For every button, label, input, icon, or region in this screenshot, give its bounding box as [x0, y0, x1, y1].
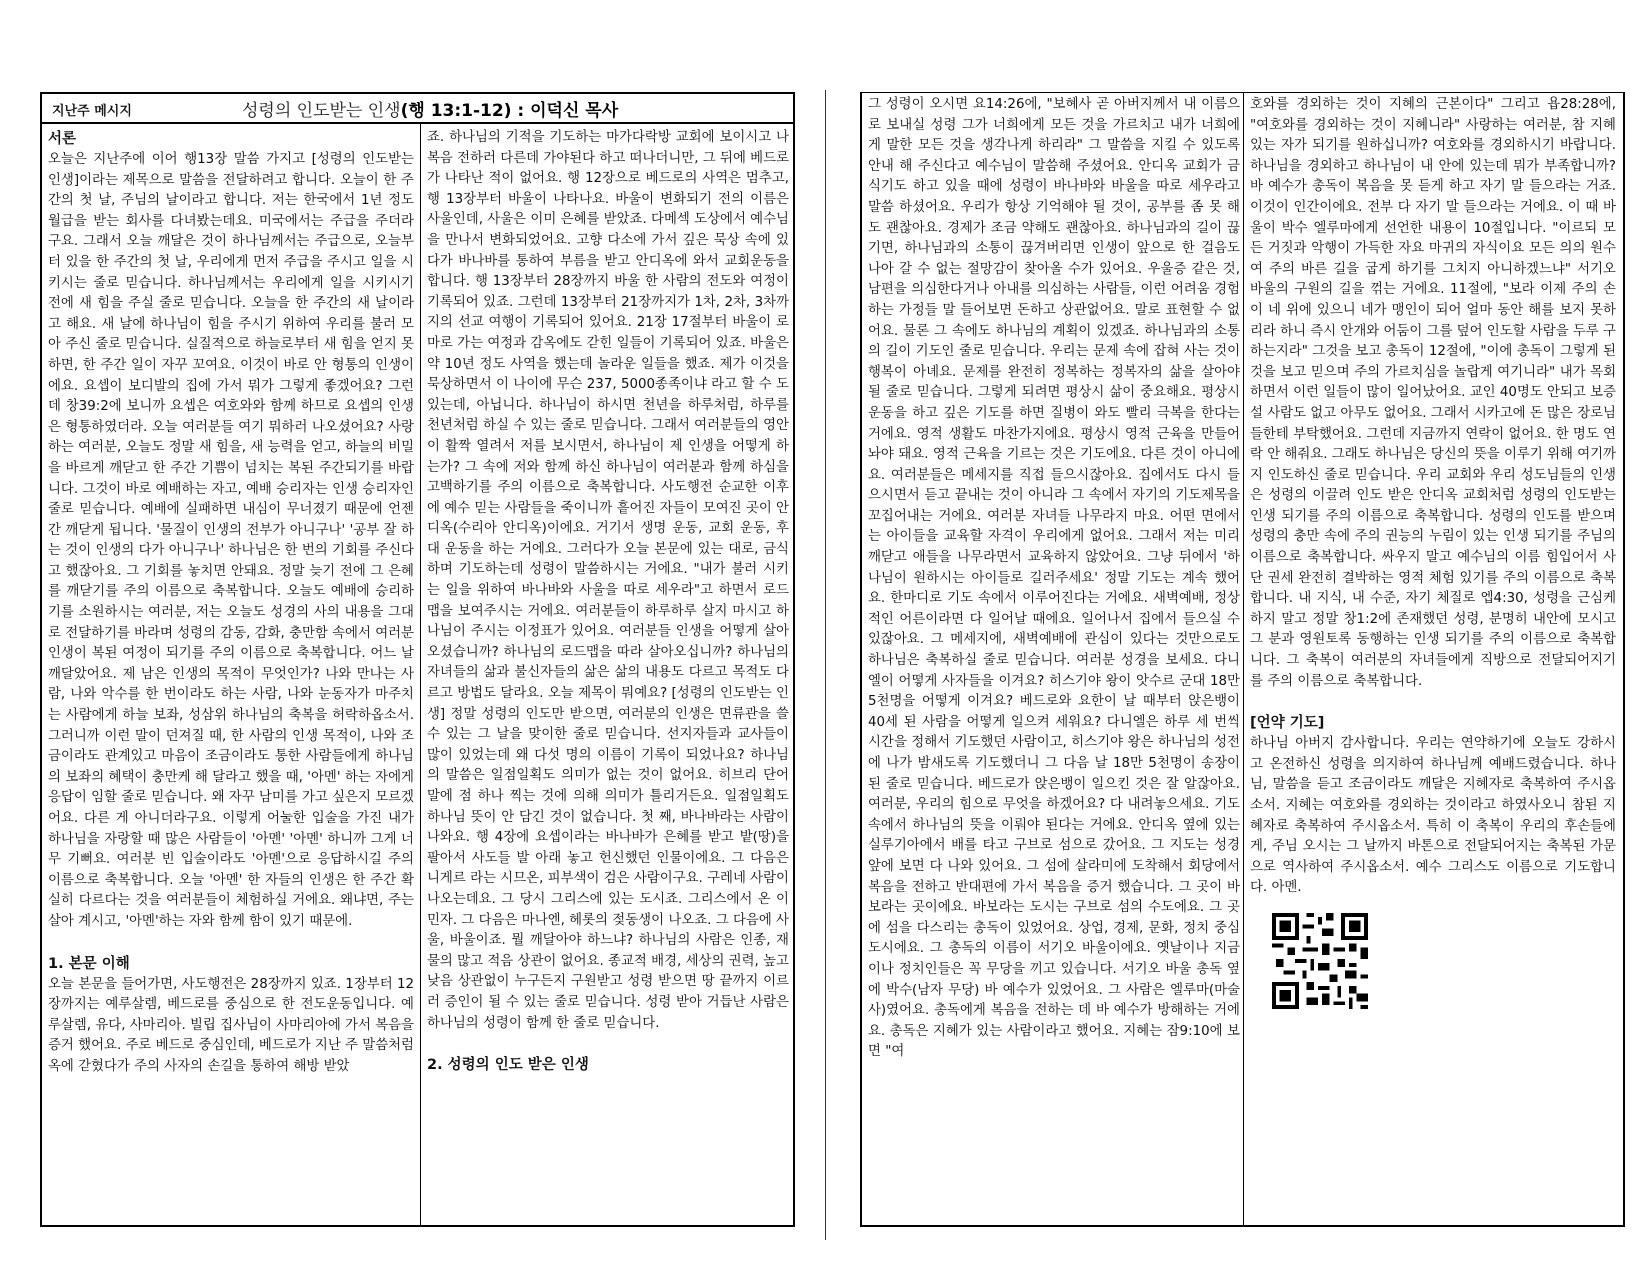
column2-text: 죠. 하나님의 기적을 기도하는 마가다락방 교회에 보이시고 나 복음 전하러 다른데 가야된다 하고 떠나더니만, 그 뒤에 베드로가 나타난 적이 없어요. 행 12장으로 베드로의 사역은 멈추고, 행 13장부터 바울이 나타나요. 바울이 변화되기 전의 이름은 사울인데, 사울은 이미 은혜를 받았죠. 다메섹 도상에서 예수님을 만나서 변화되었어요. 고향 다소에 가서 깊은 묵상 속에 있다가 바나바를 통하여 부름을 받고 안디옥에 와서 교회운동을 합니다. 행 13장부터 28장까지 바울 한 사람의 전도와 여정이 기록되어 있죠. 그런데 13장부터 21장까지가 1차, 2차, 3차까지의 선교 여행이 기록되어 있어요. 21장 17절부터 바울이 로마로 가는 여정과 감옥에도 갇힌 일들이 기록되어 있죠. 바울은 약 10년 정도 사역을 했는데 놀라운 일들을 했죠. 제가 이것을 묵상하면서 이 나이에 무슨 237, 5000종족이냐 라고 할 수 도 있는데, 아닙니다. 하나님이 하시면 천년을 하루처럼, 하루를 천년처럼 하실 수 있는 줄로 믿습니다. 그래서 여러분들의 영안이 활짝 열려서 저를 보시면서, 하나님이 제 인생을 어떻게 하는가? 그 속에 저와 함께 하신 하나님이 여러분과 함께 하심을 고백하기를 주의 이름으로 축복합니다. 사도행전 순교한 이후에 예수 믿는 사람들을 죽이니까 흩어진 자들이 모여진 곳이 안디옥(수리아 안디옥)이에요. 거기서 생명 운동, 교회 운동, 후대 운동을 하는 거에요. 그러다가 오늘 본문에 있는 대로, 금식하며 기도하는데 성령이 말씀하시는 거에요. "내가 불러 시키는 일을 위하여 바나바와 사울을 따로 세우라"고 하면서 로드맵을 보여주시는 거에요. 여러분들이 하루하루 살지 마시고 하나님이 주시는 이정표가 있어요. 여러분들 인생을 어떻게 살아 오셨습니까? 하나님의 로드맵을 따라 살아오십니까? 하나님의 자녀들의 삶과 불신자들의 삶은 삶의 내용도 다르고 목적도 다르고 방법도 달라요. 오늘 제목이 뭐예요? [성령의 인도받는 인생] 정말 성령의 인도만 받으면, 여러분의 인생은 면류관을 쓸 수 있는 그 날을 맞이한 줄로 믿습니다. 선지자들과 교사들이 많이 있었는데 왜 다섯 명의 이름이 기록이 되었나요? 하나님의 말씀은 일점일획도 의미가 없는 것이 없어요. 히브리 단어 말에 점 하나 찍는 것에 의해 의미가 틀리거든요. 일점일획도 하나님 뜻이 안 담긴 것이 없습니다. 첫 째, 바나바라는 사람이 나와요. 행 4장에 요셉이라는 바나바가 은혜를 받고 밭(땅)을 팔아서 사도들 발 아래 놓고 헌신했던 인물이에요. 그 다음은 니게르 라는 시므온, 피부색이 검은 사람이구요. 구레네 사람이 나오는데요. 그 당시 그리스에 있는 도시죠. 그리스에서 온 이민자. 그 다음은 마나엔, 헤롯의 젖동생이 나오죠. 그 다음에 사울, 바울이죠. 뭘 깨달아야 하느냐? 하나님의 사람은 인종, 재물의 많고 적음 상관이 없어요. 종교적 배경, 세상의 권력, 높고 낮음 상관없이 누구든지 구원받고 성령 받으면 땅 끝까지 이르러 증인이 될 수 있는 줄로 믿습니다. 성령 받아 거듭난 사람은 하나님의 성령이 함께 한 줄로 믿습니다.: [427, 130, 789, 1031]
prayer-text: 하나님 아버지 감사합니다. 우리는 연약하기에 오늘도 강하시고 온전하신 성령을 의지하여 하나님께 예배드렸습니다. 하나님, 말씀을 듣고 조금이라도 깨달은 지혜자로 축복하여 주시옵소서. 지혜는 여호와를 경외하는 것이라고 하였사오니 참된 지혜자로 축복하여 주시옵소서. 특히 이 축복이 우리의 후손들에게, 주님 오시는 그 날까지 바톤으로 전달되어지는 축복된 가문으로 역사하여 주시옵소서. 예수 그리스도 이름으로 기도합니다. 아멘.: [1250, 736, 1616, 896]
section1-heading: 1. 본문 이해: [48, 955, 130, 972]
column-divider: [1243, 93, 1244, 1225]
section1-text: 오늘 본문을 들어가면, 사도행전은 28장까지 있죠. 1장부터 12장까지는 예루살렘, 베드로를 중심으로 한 전도운동입니다. 예루살렘, 유다, 사마리아. 빌립 집사님이 사마리아에 가서 복음을 증거 했어요. 주로 베드로 중심인데, 베드로가 지난 주 말씀처럼 옥에 갇혔다가 주의 사자의 손길을 통하여 해방 받았: [48, 976, 414, 1074]
section2-heading: 2. 성령의 인도 받은 인생: [427, 1057, 589, 1074]
prayer-heading: [언약 기도]: [1250, 715, 1325, 732]
header-label: 지난주 메시지: [52, 104, 132, 119]
right-column-2: [1250, 95, 1616, 1223]
sermon-header: [42, 94, 793, 124]
intro-text: 오늘은 지난주에 이어 행13장 말씀 가지고 [성령의 인도받는 인생]이라는 제목으로 말씀을 전달하려고 합니다. 오늘이 한 주간의 첫 날, 주님의 날이라고 합니다. 저는 한국에서 1년 정도 월급을 받는 회사를 다녀봤는데요. 미국에서는 주급을 주더라구요. 그래서 오늘 깨달은 것이 하나님께서는 주급으로, 오늘부터 있을 한 주간의 첫 날, 우리에게 먼저 주급을 주시고 일을 시키시는 줄로 믿습니다. 하나님께서는 우리에게 일을 시키시기 전에 새 힘을 주실 줄로 믿습니다. 오늘을 한 주간의 새 날이라고 해요. 새 날에 하나님이 힘을 주시기 위하여 우리를 불러 모아 주신 줄로 믿습니다. 실질적으로 하늘로부터 새 힘을 얻지 못하면, 한 주간 일이 자꾸 꼬여요. 이것이 바로 안 형통의 인생이에요. 요셉이 보디발의 집에 가서 뭐가 그렇게 좋겠어요? 그런데 창39:2에 보니까 요셉은 여호와와 함께 하므로 요셉의 인생은 형통하였더라. 오늘 여러분들 여기 뭐하러 나오셨어요? 사랑하는 여러분, 오늘도 정말 새 힘을, 새 능력을 얻고, 하늘의 비밀을 바르게 깨닫고 한 주간 기쁨이 넘치는 복된 주간되기를 바랍니다. 그것이 바로 예배하는 자고, 예배 승리자는 인생 승리자인 줄로 믿습니다. 예배에 실패하면 내심이 무너졌기 때문에 언젠간 깨닫게 됩니다. '물질이 인생의 전부가 아니구나' '공부 잘 하는 것이 인생의 다가 아니구나' 하나님은 한 번의 기회를 주신다고 했잖아요. 그 기회를 놓치면 안돼요. 정말 늦기 전에 그 은혜를 깨닫기를 주의 이름으로 축복합니다. 오늘도 예배에 승리하기를 소원하시는 여러분, 저는 오늘도 성경의 사의 내용을 그대로 전달하기를 바라며 성령의 감동, 감화, 충만함 속에서 여러분 인생이 복된 여정이 되기를 주의 이름으로 축복합니다. 어느 날 깨달았어요. 제 남은 인생의 목적이 무엇인가? 나와 만나는 사람, 나와 악수를 한 번이라도 하는 사람, 나와 눈동자가 마주치는 사람에게 하늘 보좌, 성삼위 하나님의 축복을 허락하옵소서. 그러니까 이런 말이 던져질 때, 한 사람의 인생 목적이, 나와 조금이라도 관계있고 마음이 조금이라도 통한 사람들에게 하나님의 보좌의 혜택이 충만케 해 달라고 했을 때, '아멘' 하는 자에게 응답이 임할 줄로 믿습니다. 왜 자꾸 남미를 가고 싶은지 모르겠어요. 다른 게 아니더라구요. 이렇게 어눌한 입술을 가진 내가 하나님을 자랑할 때 많은 사람들이 '아멘' '아멘' 하니까 그게 너무 기뻐요. 여러분 빈 입술이라도 '아멘'으로 응답하시길 주의 이름으로 축복합니다. 오늘 '아멘' 한 자들의 인생은 한 주간 확실히 다르다는 것을 여러분들이 체험하실 거에요. 왜냐면, 주는 살아 계시고, '아멘'하는 자와 함께 함이 있기 때문에.: [48, 152, 414, 929]
qr-code-icon[interactable]: [1272, 913, 1368, 1009]
sermon-reference: (행 13:1-12) : 이덕신 목사: [400, 101, 619, 121]
right-page: [860, 92, 1625, 1227]
right-column-1: [868, 95, 1240, 1223]
left-page: [40, 92, 795, 1227]
column-divider: [420, 122, 421, 1225]
right-column2-text: 호와를 경외하는 것이 지혜의 근본이다" 그리고 욥28:28에, "여호와를 경외하는 것이 지혜니라" 사랑하는 여러분, 참 지혜 있는 자가 되기를 원하십니까? 여호와를 경외하시기 바랍니다. 하나님을 경외하고 하나님이 내 안에 있는데 뭐가 부족합니까? 바 예수가 총독이 복음을 못 듣게 하고 자기 말 들으라는 거죠. 이것이 인간이에요. 전부 다 자기 말 들으라는 거에요. 이 때 바울이 박수 엘루마에게 선언한 내용이 10절입니다. "이르되 모든 거짓과 악행이 가득한 자요 마귀의 자식이요 모든 의의 원수여 주의 바른 길을 굽게 하기를 그치지 아니하겠느냐" 서기오 바울의 구원의 길을 꺾는 거에요. 11절에, "보라 이제 주의 손이 네 위에 있으니 네가 맹인이 되어 얼마 동안 해를 보지 못하리라 하니 즉시 안개와 어둠이 그를 덮어 인도할 사람을 두루 구하는지라" 그것을 보고 총독이 12절에, "이에 총독이 그렇게 된 것을 보고 믿으며 주의 가르치심을 놀랍게 여기니라" 내가 목회하면서 이런 일들이 많이 일어났어요. 교인 40명도 안되고 보증 설 사람도 없고 아무도 없어요. 그래서 시카고에 돈 많은 장로님들한테 부탁했어요. 그런데 지금까지 연락이 없어요. 한 명도 연락 안 해줘요. 그래도 하나님은 당신의 뜻을 이루기 위해 여기까지 인도하신 줄로 믿습니다. 우리 교회와 우리 성도님들의 인생은 성령의 이끌려 인도 받은 안디옥 교회처럼 성령의 인도받는 인생 되기를 주의 이름으로 축복합니다. 성령의 인도를 받으며 성령의 충만 속에 주의 권능의 누림이 있는 인생 되기를 주님의 이름으로 축복합니다. 싸우지 말고 예수님의 이름 힘입어서 사단 권세 완전히 결박하는 영적 체험 있기를 주의 이름으로 축복합니다. 내 지식, 내 수준, 자기 체질로 엡4:30, 성령을 근심케 하지 말고 정말 창1:2에 존재했던 성령, 분명히 내안에 모시고 그 분과 영원토록 동행하는 인생 되기를 주의 이름으로 축복합니다. 그 축복이 여러분의 자녀들에게 직방으로 전달되어지기를 주의 이름으로 축복합니다.: [1250, 97, 1616, 689]
center-fold-line: [825, 90, 826, 1240]
right-column1-text: 그 성령이 오시면 요14:26에, "보혜사 곧 아버지께서 내 이름으로 보내실 성령 그가 너희에게 모든 것을 가르치고 내가 너희에게 말한 모든 것을 생각나게 하리라" 그 말씀을 지킬 수 있도록 안내 해 주신다고 예수님이 말씀해 주셨어요. 안디옥 교회가 금식기도 하고 있을 때에 성령이 바나바와 바울을 따로 세우라고 말씀 하셨어요. 우리가 항상 기억해야 될 것이, 공부를 좀 못 해도 괜찮아요. 경제가 조금 약해도 괜찮아요. 하나님과의 길이 끊기면, 하나님과의 소통이 끊겨버리면 인생이 앞으로 한 걸음도 나아 갈 수 없는 절망감이 찾아올 수가 있어요. 우울증 같은 것, 남편을 의심한다거나 아내를 의심하는 사람들, 이런 어려움 경험하는 가정들 말 들어보면 돈하고 상관없어요. 말로 표현할 수 없어요. 물론 그 속에도 하나님의 계획이 있겠죠. 하나님과의 소통의 길이 기도인 줄로 믿습니다. 우리는 문제 속에 잡혀 사는 것이 행복이 아녜요. 문제를 완전히 정복하는 정복자의 삶을 살아야 될 줄로 믿습니다. 그렇게 되려면 평상시 삶이 중요해요. 평상시 운동을 하고 깊은 기도를 하면 질병이 와도 빨리 극복을 한다는 거에요. 영적 생활도 마찬가지에요. 평상시 영적 근육을 만들어 놔야 돼요. 영적 근육을 기르는 것은 기도에요. 다른 것이 아니에요. 여러분들은 메세지를 직접 들으시잖아요. 집에서도 다시 들으시면서 듣고 끝내는 것이 아니라 그 속에서 자기의 기도제목을 꼬집어내는 거에요. 여러분 자녀들 나무라지 마요. 어떤 면에서는 아이들을 교육할 자격이 우리에게 없어요. 그래서 저는 미리 깨닫고 애들을 나무라면서 교육하지 않았어요. 그냥 뒤에서 '하나님이 원하시는 아이들로 길러주세요' 정말 기도는 계속 했어요. 한마디로 기도 속에서 이루어진다는 거에요. 새벽예배, 정상적인 어른이라면 다 일어날 때에요. 일어나서 집에서 들으실 수 있잖아요. 그 메세지에, 새벽예배에 관심이 있다는 것만으로도 하나님은 축복하실 줄로 믿습니다. 여러분 성경을 보세요. 다니엘이 어떻게 사자들을 이겨요? 히스기야 왕이 앗수르 군대 18만 5천명을 어떻게 이겨요? 베드로와 요한이 날 때부터 앉은뱅이 40세 된 사람을 어떻게 일으켜 세워요? 다니엘은 하루 세 번씩 시간을 정해서 기도했던 사람이고, 히스기야 왕은 하나님의 성전에 나가 밤새도록 기도했더니 그 다음 날 18만 5천명이 송장이 된 줄로 믿습니다. 베드로가 앉은뱅이 일으킨 것은 잘 알잖아요. 여러분, 우리의 힘으로 무엇을 하겠어요? 다 내려놓으세요. 기도 속에서 하나님의 뜻을 이뤄야 된다는 거에요. 안디옥 옆에 있는 실루기아에서 배를 타고 구브로 섬으로 갔어요. 그 지도는 성경 앞에 보면 다 나와 있어요. 그 섬에 살라미에 도착해서 회당에서 복음을 전하고 반대편에 가서 복음을 증거 했습니다. 그 곳이 바보라는 곳이에요. 바보라는 도시는 구브로 섬의 수도에요. 그 곳에 섬을 다스리는 총독이 있었어요. 상업, 경제, 문화, 정치 중심 도시에요. 그 총독의 이름이 서기오 바울이에요. 옛날이나 지금이나 정치인들은 꼭 무당을 끼고 있습니다. 서기오 바울 총독 옆에 박수(남자 무당) 바 예수가 있었어요. 그 사람은 엘루마(마술사)였어요. 총독에게 복음을 전하는 데 바 예수가 방해하는 거에요. 총독은 지혜가 있는 사람이라고 했어요. 지혜는 잠9:10에 보면 "여: [868, 97, 1240, 1060]
intro-heading: 서론: [48, 131, 77, 147]
sermon-title: 성령의 인도받는 인생(행 13:1-12) : 이덕신 목사: [242, 101, 619, 121]
left-column-2: [427, 128, 789, 1223]
left-column-1: [48, 128, 414, 1223]
